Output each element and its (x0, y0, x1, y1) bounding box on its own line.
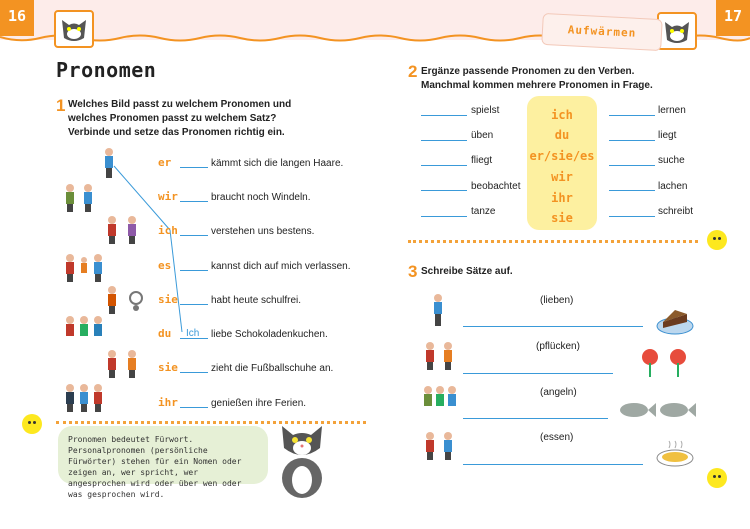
cat-logo-right-icon (657, 12, 697, 50)
connection-lines (100, 160, 190, 340)
verb-blank[interactable] (421, 190, 467, 191)
info-box: Pronomen bedeutet Fürwort. Personalpronomen (persönliche Fürwörter) stehen für ein Nomen oder zeigen an, wer spricht, wer angesprochen wird oder über wen oder was gesprochen wird. (58, 426, 268, 484)
page-number-right: 17 (716, 0, 750, 36)
left-verb: üben (471, 130, 494, 141)
pronoun-sie-plural: sie (158, 361, 178, 374)
box-pronoun: wir (551, 170, 573, 184)
right-verb: suche (658, 155, 685, 166)
right-verb: lernen (658, 105, 686, 116)
answer-blank[interactable] (180, 372, 208, 373)
sentence: braucht noch Windeln. (211, 192, 311, 203)
hint-verb: (lieben) (540, 295, 574, 306)
exercise-2-number: 2 (408, 62, 418, 81)
sentence: habt heute schulfrei. (211, 295, 302, 306)
person-picture-2 (66, 184, 92, 212)
verb-blank[interactable] (421, 140, 467, 141)
sentence: verstehen uns bestens. (211, 226, 315, 237)
ex3-people-illustrations (422, 290, 462, 470)
answer-blank[interactable] (180, 270, 208, 271)
pronoun-ihr: ihr (158, 396, 178, 409)
verb-blank[interactable] (609, 140, 655, 141)
sentence: kannst dich auf mich verlassen. (211, 261, 351, 272)
pronoun-sie: sie (158, 293, 178, 306)
left-verb: fliegt (471, 155, 493, 166)
pronoun-ich: ich (158, 224, 178, 237)
verb-blank[interactable] (609, 115, 655, 116)
cat-mascot-icon (262, 418, 344, 500)
pronoun-er: er (158, 156, 172, 169)
box-pronoun: ihr (551, 191, 573, 205)
page-number-left: 16 (0, 0, 34, 36)
person-picture-7 (108, 350, 136, 378)
sentence-line[interactable] (463, 418, 608, 419)
left-verb: beobachtet (471, 181, 521, 192)
flowers-icon (636, 345, 694, 379)
hint-verb: (angeln) (540, 387, 577, 398)
left-verb: tanze (471, 206, 496, 217)
verb-blank[interactable] (421, 115, 467, 116)
answer-blank[interactable] (180, 304, 208, 305)
verb-blank[interactable] (421, 216, 467, 217)
person-picture-6 (66, 316, 102, 336)
box-pronoun: ich (551, 108, 573, 122)
divider (408, 240, 698, 243)
exercise-3-number: 3 (408, 262, 418, 281)
right-verb: lachen (658, 181, 688, 192)
answer-blank[interactable] (180, 201, 208, 202)
left-verb: spielst (471, 105, 500, 116)
cake-icon (655, 300, 695, 336)
box-pronoun: er/sie/es (529, 149, 595, 163)
verb-blank[interactable] (609, 165, 655, 166)
sentence: genießen ihre Ferien. (211, 398, 307, 409)
verb-blank[interactable] (421, 165, 467, 166)
sentence: zieht die Fußballschuhe an. (211, 363, 334, 374)
pronoun-du: du (158, 327, 172, 340)
exercise-3-instruction: Schreibe Sätze auf. (421, 266, 513, 277)
exercise-2-instruction: Ergänze passende Pronomen zu den Verben. Manchmal kommen mehrere Pronomen in Frage. (421, 66, 653, 91)
sentence: liebe Schokoladenkuchen. (211, 329, 328, 340)
answer-blank[interactable] (180, 235, 208, 236)
right-verb: liegt (658, 130, 677, 141)
sentence-line[interactable] (463, 373, 613, 374)
filled-answer: Ich (186, 328, 200, 339)
exercise-1-instruction: Welches Bild passt zu welchem Pronomen und welches Pronomen passt zu welchem Satz? Verbinde und setze das Pronomen richtig ein. (68, 99, 292, 138)
section-tag: Aufwärmen (541, 13, 663, 51)
answer-blank[interactable] (180, 167, 208, 168)
box-pronoun: du (554, 128, 570, 142)
verb-blank[interactable] (609, 190, 655, 191)
smiley-icon (707, 230, 727, 250)
pronoun-es: es (158, 259, 172, 272)
right-verb: schreibt (658, 206, 694, 217)
smiley-icon (707, 468, 727, 488)
fish-icon (616, 396, 696, 424)
box-pronoun: sie (551, 211, 573, 225)
sentence: kämmt sich die langen Haare. (211, 158, 344, 169)
person-picture-4 (66, 254, 102, 282)
smiley-icon (22, 414, 42, 434)
exercise-1-number: 1 (56, 96, 66, 115)
sentence-line[interactable] (463, 464, 643, 465)
verb-blank[interactable] (609, 216, 655, 217)
soup-icon (655, 440, 695, 470)
hint-verb: (essen) (540, 432, 574, 443)
cat-logo-left-icon (54, 10, 94, 48)
hint-verb: (pflücken) (536, 341, 580, 352)
pronoun-wir: wir (158, 190, 178, 203)
person-picture-8 (66, 384, 102, 412)
sentence-line[interactable] (463, 326, 643, 327)
page-title: Pronomen (56, 58, 157, 82)
answer-blank[interactable] (180, 407, 208, 408)
